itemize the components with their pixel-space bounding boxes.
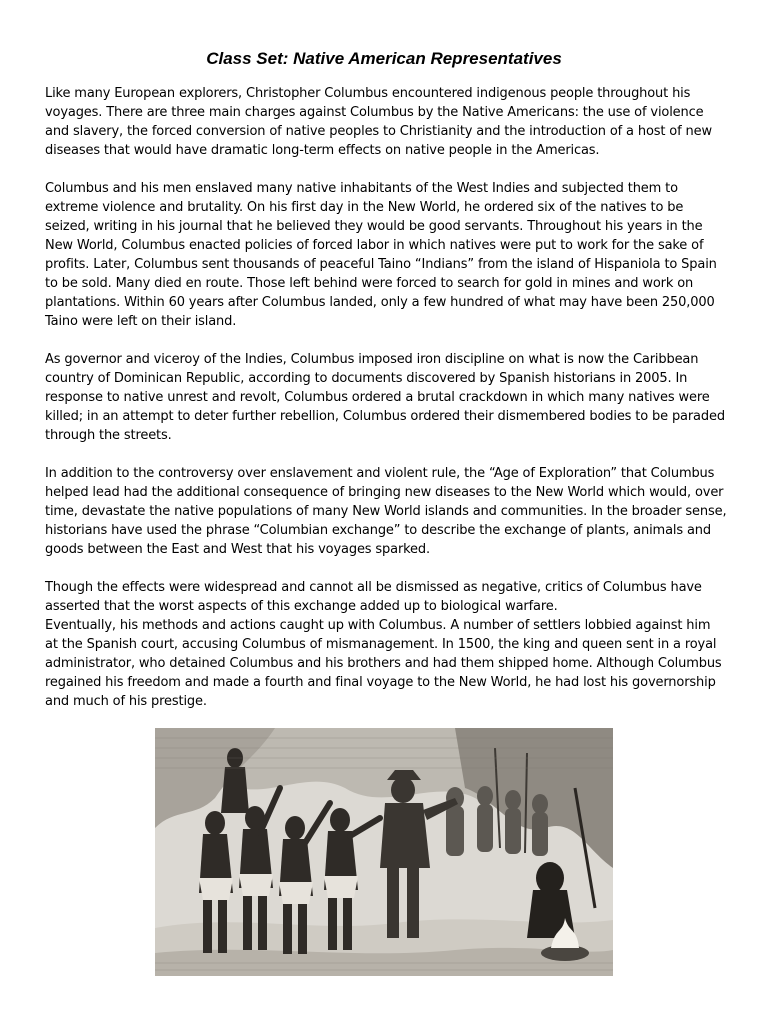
paragraph-intro: Like many European explorers, Christopher Columbus encountered indigenous people throughout his voyages. There are three main charges against Columbus by the Native Americans: the use of violence and slavery, the forced conversion of native peoples to Christianity and the introduction of a host of new diseases that would have dramatic long-term effects on native people in the Americas. <box>45 86 712 158</box>
paragraph-enslavement: Columbus and his men enslaved many native inhabitants of the West Indies and subjected them to extreme violence and brutality. On his first day in the New World, he ordered six of the natives to be seized, writing in his journal that he believed they would be good servants. Throughout his years in the New World, Columbus enacted policies of forced labor in which natives were put to work for the sake of profits. Later, Columbus sent thousands of peaceful Taino “Indians” from the island of Hispaniola to Spain to be sold. Many died en route. Those left behind were forced to search for gold in mines and work on plantations. Within 60 years after Columbus landed, only a few hundred of what may have been 250,000 Taino were left on their island. <box>45 181 717 329</box>
document-body <box>45 84 727 711</box>
paragraph-downfall: Eventually, his methods and actions caught up with Columbus. A number of settlers lobbied against him at the Spanish court, accusing Columbus of mismanagement. In 1500, the king and queen sent in a royal administrator, who detained Columbus and his brothers and had them shipped home. Although Columbus regained his freedom and made a fourth and final voyage to the New World, he had lost his governorship and much of his prestige. <box>45 618 722 709</box>
paragraph-governor: As governor and viceroy of the Indies, Columbus imposed iron discipline on what is now the Caribbean country of Dominican Republic, according to documents discovered by Spanish historians in 2005. In response to native unrest and revolt, Columbus ordered a brutal crackdown in which many natives were killed; in an attempt to deter further rebellion, Columbus ordered their dismembered bodies to be paraded through the streets. <box>45 352 725 443</box>
document-title: Class Set: Native American Representatives <box>206 49 562 68</box>
paragraph-critics: Though the effects were widespread and cannot all be dismissed as negative, critics of Columbus have asserted that the worst aspects of this exchange added up to biological warfare. <box>45 580 702 614</box>
paragraph-diseases: In addition to the controversy over enslavement and violent rule, the “Age of Exploration” that Columbus helped lead had the additional consequence of bringing new diseases to the New World which would, over time, devastate the native populations of many New World islands and communities. In the broader sense, historians have used the phrase “Columbian exchange” to describe the exchange of plants, animals and goods between the East and West that his voyages sparked. <box>45 466 727 557</box>
engraving-illustration <box>155 728 613 976</box>
